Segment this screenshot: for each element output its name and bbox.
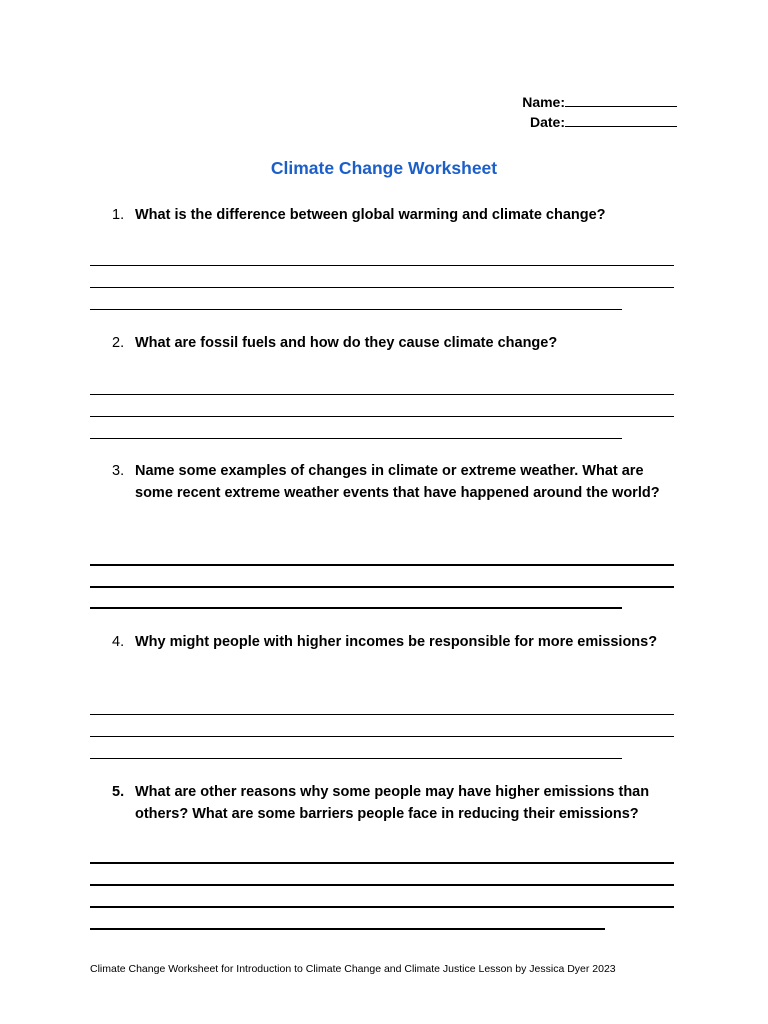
question-number: 3. — [112, 463, 125, 479]
question-4 — [112, 632, 682, 654]
question-number: 1. — [112, 207, 125, 223]
question-text: What are fossil fuels and how do they cause climate change? — [135, 335, 558, 351]
answer-line[interactable] — [90, 862, 674, 864]
name-field[interactable] — [522, 92, 677, 111]
question-number: 4. — [112, 634, 125, 650]
answer-line[interactable] — [90, 287, 674, 288]
question-3 — [112, 461, 682, 504]
answer-line[interactable] — [90, 438, 622, 439]
worksheet-title: Climate Change Worksheet — [270, 158, 498, 178]
answer-line[interactable] — [90, 607, 622, 609]
answer-line[interactable] — [90, 265, 674, 266]
date-blank[interactable] — [565, 112, 677, 127]
question-text: What is the difference between global warming and climate change? — [135, 207, 606, 223]
answer-line[interactable] — [90, 758, 622, 759]
answer-line[interactable] — [90, 394, 674, 395]
answer-line[interactable] — [90, 928, 605, 930]
question-5 — [112, 782, 682, 825]
answer-line[interactable] — [90, 714, 674, 715]
answer-line[interactable] — [90, 906, 674, 908]
answer-line[interactable] — [90, 736, 674, 737]
answer-line[interactable] — [90, 564, 674, 566]
date-field[interactable] — [530, 112, 677, 131]
name-label: Name: — [522, 94, 565, 110]
answer-line[interactable] — [90, 586, 674, 588]
answer-line[interactable] — [90, 884, 674, 886]
question-text: Name some examples of changes in climate or extreme weather. What are some recent extreme weather events that have happened around the world? — [135, 463, 660, 501]
question-2 — [112, 333, 682, 355]
date-label: Date: — [529, 114, 565, 130]
answer-line[interactable] — [90, 416, 674, 417]
question-text: What are other reasons why some people may have higher emissions than others? What are some barriers people face in reducing their emissions? — [135, 784, 650, 822]
question-text: Why might people with higher incomes be responsible for more emissions? — [135, 634, 658, 650]
name-blank[interactable] — [565, 92, 677, 107]
footer-credit: Climate Change Worksheet for Introduction to Climate Change and Climate Justice Lesson by Jessica Dyer 2023 — [90, 963, 616, 975]
question-number: 5. — [112, 784, 125, 800]
answer-line[interactable] — [90, 309, 622, 310]
question-1 — [112, 205, 682, 227]
question-number: 2. — [112, 335, 125, 351]
